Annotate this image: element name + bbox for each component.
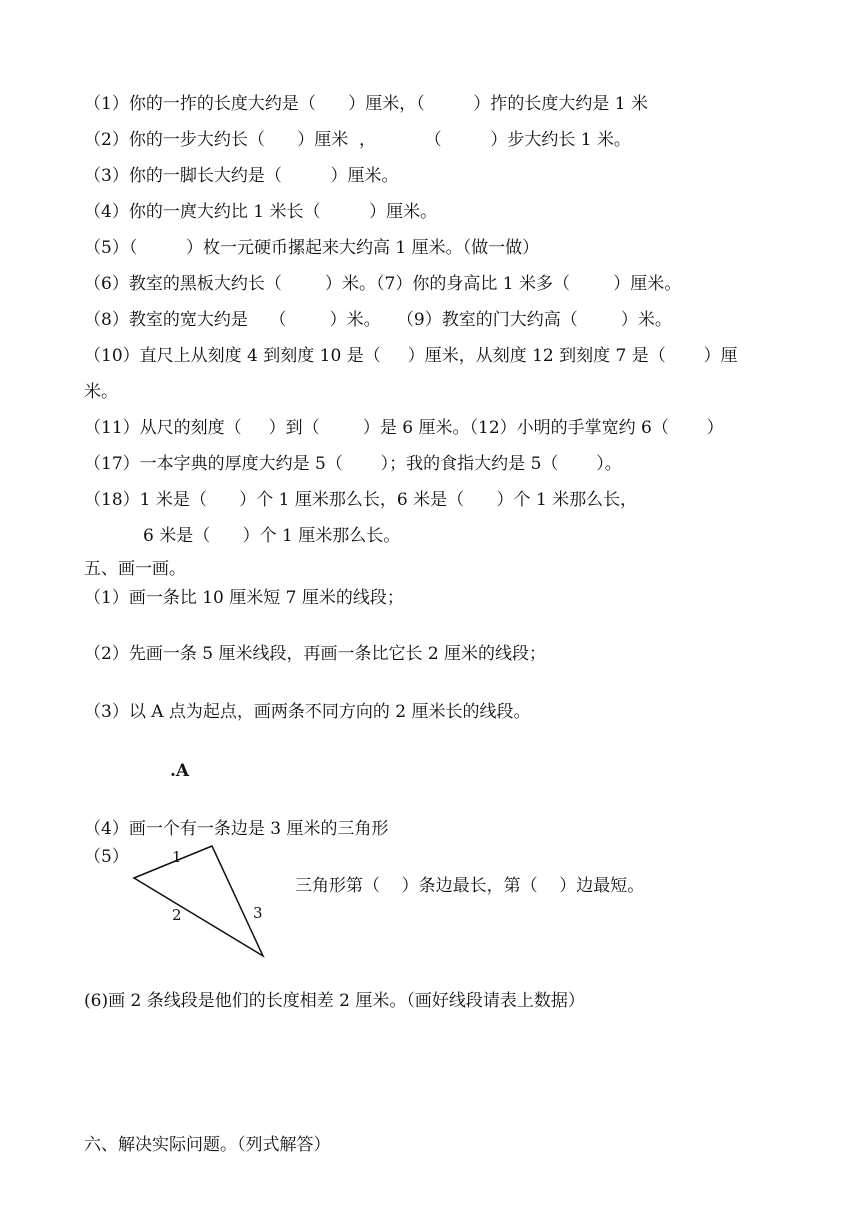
question-8-9: （8）教室的宽大约是 （ ）米。 （9）教室的门大约高（ ）米。 (84, 310, 672, 330)
section-5-heading: 五、画一画。 (84, 559, 186, 579)
point-a-label: .A (170, 761, 190, 781)
question-1: （1）你的一拃的长度大约是（ ）厘米，（ ）拃的长度大约是 1 米 (84, 94, 648, 114)
side-1-label: 1 (172, 848, 182, 866)
draw-task-4: （4）画一个有一条边是 3 厘米的三角形 (84, 819, 389, 839)
section-6-heading: 六、解决实际问题。（列式解答） (84, 1135, 331, 1155)
question-17: （17）一本字典的厚度大约是 5（ ）；我的食指大约是 5（ ）。 (84, 454, 622, 474)
question-6-7: （6）教室的黑板大约长（ ）米。（7）你的身高比 1 米多（ ）厘米。 (84, 274, 682, 294)
draw-task-5: （5） (84, 847, 129, 867)
question-5: （5）（ ）枚一元硬币摞起来大约高 1 厘米。（做一做） (84, 238, 540, 258)
draw-task-1: （1）画一条比 10 厘米短 7 厘米的线段； (84, 588, 404, 608)
triangle-shape (134, 846, 263, 956)
question-2: （2）你的一步大约长（ ）厘米 ， （ ）步大约长 1 米。 (84, 130, 631, 150)
draw-task-6: (6)画 2 条线段是他们的长度相差 2 厘米。（画好线段请表上数据） (84, 991, 585, 1011)
question-18: （18）1 米是（ ）个 1 厘米那么长，6 米是（ ）个 1 米那么长， (84, 490, 638, 510)
triangle-figure (120, 838, 280, 963)
draw-task-2: （2）先画一条 5 厘米线段，再画一条比它长 2 厘米的线段； (84, 644, 547, 664)
question-3: （3）你的一脚长大约是（ ）厘米。 (84, 166, 399, 186)
question-10: （10）直尺上从刻度 4 到刻度 10 是（ ）厘米，从刻度 12 到刻度 7 是（ ）厘 (84, 346, 738, 366)
question-4: （4）你的一庹大约比 1 米长（ ）厘米。 (84, 202, 438, 222)
question-10-cont: 米。 (84, 382, 118, 402)
side-3-label: 3 (253, 904, 263, 922)
draw-task-3: （3）以 A 点为起点，画两条不同方向的 2 厘米长的线段。 (84, 702, 531, 722)
question-18-cont: 6 米是（ ）个 1 厘米那么长。 (143, 526, 401, 546)
question-11-12: （11）从尺的刻度（ ）到（ ）是 6 厘米。（12）小明的手掌宽约 6（ ） (84, 418, 724, 438)
side-2-label: 2 (172, 906, 182, 924)
triangle-question: 三角形第（ ）条边最长，第（ ）边最短。 (295, 876, 645, 896)
